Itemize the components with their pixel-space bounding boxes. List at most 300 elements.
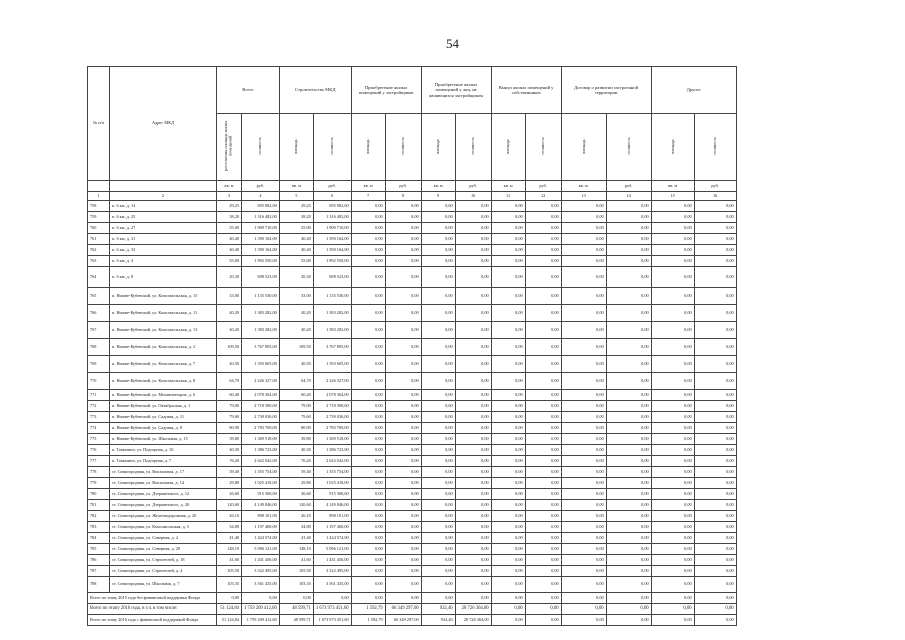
- row-value: 2 622 042,00: [242, 456, 280, 467]
- header-sub-cost: [455, 114, 491, 181]
- row-value: 1 316 482,00: [313, 212, 351, 223]
- row-value: 0,00: [421, 577, 455, 593]
- table-row: [88, 445, 737, 456]
- row-value: 40,50: [217, 356, 242, 373]
- row-value: 0,00: [385, 322, 421, 339]
- row-value: 148,10: [279, 544, 313, 555]
- row-value: 0,00: [651, 401, 694, 412]
- row-value: 0,00: [421, 456, 455, 467]
- row-value: 0,00: [525, 223, 561, 234]
- resettlement-table: [87, 66, 737, 626]
- unit-cell: руб.: [385, 181, 421, 192]
- header-sub-cost: [313, 114, 351, 181]
- row-value: 0,00: [606, 467, 651, 478]
- row-value: 1 025 418,00: [313, 478, 351, 489]
- row-value: 0,00: [351, 223, 385, 234]
- row-value: 698 523,00: [242, 267, 280, 288]
- row-value: 80,90: [279, 423, 313, 434]
- row-value: 0,00: [455, 533, 491, 544]
- row-value: 0,00: [694, 544, 736, 555]
- column-number-cell: 13: [561, 192, 606, 201]
- row-value: 0,00: [561, 478, 606, 489]
- row-address: п. Нижне-Кубенский, ул. Комсомольская, д. 2: [110, 339, 217, 356]
- header-sub-area: [491, 114, 525, 181]
- header-group-other: Другое: [651, 67, 736, 114]
- total-value: 48 599,71: [279, 615, 313, 626]
- row-value: 0,00: [491, 412, 525, 423]
- row-value: 0,00: [351, 489, 385, 500]
- row-value: 0,00: [491, 234, 525, 245]
- row-value: 0,00: [385, 412, 421, 423]
- row-value: 0,00: [606, 445, 651, 456]
- column-number-cell: 7: [351, 192, 385, 201]
- row-value: 0,00: [525, 555, 561, 566]
- total-value: 66 349 297,00: [385, 615, 421, 626]
- row-value: 0,00: [561, 223, 606, 234]
- table-row: [88, 566, 737, 577]
- row-value: 0,00: [651, 544, 694, 555]
- row-number: 777: [88, 456, 110, 467]
- row-value: 1 316 482,00: [242, 212, 280, 223]
- row-value: 0,00: [606, 456, 651, 467]
- header-col-no: № п/п: [88, 67, 110, 181]
- row-value: 0,00: [421, 533, 455, 544]
- table-row: [88, 522, 737, 533]
- row-value: 0,00: [491, 401, 525, 412]
- row-value: 0,00: [525, 234, 561, 245]
- page-number: 54: [446, 36, 459, 51]
- row-value: 41,60: [279, 555, 313, 566]
- row-value: 0,00: [421, 489, 455, 500]
- table-row: [88, 212, 737, 223]
- header-sub-area: [279, 114, 313, 181]
- row-value: 1 390 164,00: [242, 245, 280, 256]
- row-address: п. Нижне-Кубенский, ул. Комсомольская, д. 7: [110, 356, 217, 373]
- row-value: 0,00: [525, 489, 561, 500]
- row-value: 0,00: [491, 434, 525, 445]
- row-value: 0,00: [421, 555, 455, 566]
- row-value: 0,00: [651, 533, 694, 544]
- row-value: 0,00: [606, 390, 651, 401]
- row-value: 0,00: [351, 555, 385, 566]
- row-value: 0,00: [561, 288, 606, 305]
- row-value: 0,00: [491, 322, 525, 339]
- row-value: 0,00: [491, 267, 525, 288]
- row-value: 0,00: [525, 456, 561, 467]
- header-sub-area: [351, 114, 385, 181]
- unit-cell: руб.: [242, 181, 280, 192]
- row-value: 0,00: [694, 267, 736, 288]
- table-row: [88, 412, 737, 423]
- row-value: 1 909 710,00: [242, 223, 280, 234]
- row-value: 105,50: [217, 566, 242, 577]
- row-value: 2 783 769,00: [313, 423, 351, 434]
- row-value: 0,00: [525, 212, 561, 223]
- row-value: 0,00: [455, 467, 491, 478]
- row-value: 0,00: [491, 577, 525, 593]
- row-value: 0,00: [561, 305, 606, 322]
- total-row: [88, 615, 737, 626]
- row-value: 0,00: [455, 522, 491, 533]
- row-value: 0,00: [351, 511, 385, 522]
- row-value: 0,00: [651, 434, 694, 445]
- row-value: 0,00: [651, 522, 694, 533]
- header-sub-area-text: площадь: [580, 138, 586, 154]
- row-value: 0,00: [694, 566, 736, 577]
- row-value: 105,50: [279, 566, 313, 577]
- row-value: 79,60: [217, 412, 242, 423]
- total-value: 28 726 364,00: [455, 604, 491, 615]
- row-number: 763: [88, 256, 110, 267]
- row-value: 0,00: [421, 245, 455, 256]
- row-value: 29,80: [217, 478, 242, 489]
- row-value: 915 306,00: [242, 489, 280, 500]
- header-sub-cost-text: стоимость: [400, 137, 406, 156]
- header-sub-cost-text: стоимость: [540, 137, 546, 156]
- row-value: 1 909 710,00: [313, 223, 351, 234]
- row-value: 0,00: [421, 356, 455, 373]
- table-row: [88, 555, 737, 566]
- header-sub-area-text: площадь: [365, 138, 371, 154]
- row-value: 0,00: [525, 577, 561, 593]
- row-value: 0,00: [651, 489, 694, 500]
- row-value: 0,00: [651, 256, 694, 267]
- row-number: 773: [88, 412, 110, 423]
- row-number: 786: [88, 555, 110, 566]
- row-number: 781: [88, 500, 110, 511]
- row-value: 26,60: [217, 489, 242, 500]
- row-value: 39,80: [279, 434, 313, 445]
- row-value: 3 561 435,00: [313, 577, 351, 593]
- row-value: 0,00: [385, 555, 421, 566]
- total-label: Всего по этапу 2016 года с финансовой поддержкой Фонда: [88, 615, 217, 626]
- row-value: 0,00: [455, 267, 491, 288]
- total-value: 0,00: [694, 615, 736, 626]
- row-value: 20,30: [279, 267, 313, 288]
- row-value: 0,00: [651, 555, 694, 566]
- total-value: 0,00: [385, 593, 421, 604]
- row-value: 0,00: [491, 566, 525, 577]
- row-value: 0,00: [455, 212, 491, 223]
- row-value: 1 383 282,00: [242, 305, 280, 322]
- row-value: 0,00: [351, 467, 385, 478]
- row-value: 2 739 036,00: [313, 412, 351, 423]
- row-value: 1 393 605,00: [242, 356, 280, 373]
- row-number: 775: [88, 434, 110, 445]
- table-row: [88, 401, 737, 412]
- row-value: 38,20: [279, 212, 313, 223]
- total-value: 0,00: [491, 615, 525, 626]
- unit-cell: кв. м: [351, 181, 385, 192]
- row-address: п. Нижне-Кубенский, ул. Октябрьская, д. 1: [110, 401, 217, 412]
- row-value: 0,00: [491, 339, 525, 356]
- row-value: 120,60: [217, 500, 242, 511]
- total-value: 0,00: [694, 593, 736, 604]
- table-row: [88, 234, 737, 245]
- row-value: 80,90: [217, 423, 242, 434]
- column-number-cell: 14: [606, 192, 651, 201]
- row-value: 0,00: [606, 566, 651, 577]
- row-value: 0,00: [351, 566, 385, 577]
- row-address: п. Томилино, ул. Подгорная, д. 10: [110, 445, 217, 456]
- row-value: 0,00: [651, 212, 694, 223]
- units-row: [88, 181, 737, 192]
- row-value: 0,00: [525, 245, 561, 256]
- row-value: 0,00: [651, 500, 694, 511]
- row-value: 5 096 121,00: [242, 544, 280, 555]
- row-value: 0,00: [455, 390, 491, 401]
- row-value: 0,00: [491, 373, 525, 390]
- row-value: 0,00: [606, 267, 651, 288]
- row-value: 0,00: [694, 577, 736, 593]
- row-value: 695 082,00: [313, 201, 351, 212]
- row-value: 0,00: [694, 456, 736, 467]
- row-value: 698 523,00: [313, 267, 351, 288]
- row-value: 34,80: [217, 522, 242, 533]
- row-number: 783: [88, 522, 110, 533]
- row-value: 0,00: [421, 445, 455, 456]
- row-value: 0,00: [561, 234, 606, 245]
- header-sub-cost: [525, 114, 561, 181]
- table-row: [88, 339, 737, 356]
- row-value: 0,00: [525, 373, 561, 390]
- row-value: 2 739 036,00: [242, 412, 280, 423]
- row-value: 0,00: [525, 401, 561, 412]
- total-label: Всего по этапу 2015 года без финансовой поддержки Фонда: [88, 593, 217, 604]
- row-value: 0,00: [606, 234, 651, 245]
- table-row: [88, 288, 737, 305]
- row-value: 0,00: [525, 511, 561, 522]
- row-value: 0,00: [606, 511, 651, 522]
- row-value: 76,20: [279, 456, 313, 467]
- row-number: 767: [88, 322, 110, 339]
- row-value: 33,00: [279, 288, 313, 305]
- row-value: 0,00: [421, 412, 455, 423]
- row-number: 776: [88, 445, 110, 456]
- row-value: 1 892 550,00: [313, 256, 351, 267]
- row-value: 0,00: [606, 245, 651, 256]
- total-value: 0,00: [606, 615, 651, 626]
- table-row: [88, 322, 737, 339]
- row-value: 0,00: [606, 223, 651, 234]
- row-value: 0,00: [561, 500, 606, 511]
- header-group-development-agreement: Договор о развитии застроенной территории: [561, 67, 651, 114]
- row-address: п. Нижне-Кубенский, ул. Комсомольская, д. 11: [110, 305, 217, 322]
- row-value: 0,00: [694, 339, 736, 356]
- row-value: 0,00: [694, 288, 736, 305]
- row-value: 0,00: [651, 445, 694, 456]
- row-value: 0,00: [351, 373, 385, 390]
- header-sub-cost-text: стоимость: [470, 137, 476, 156]
- row-value: 0,00: [561, 212, 606, 223]
- row-value: 0,00: [561, 533, 606, 544]
- total-value: 932,40: [421, 615, 455, 626]
- row-value: 0,00: [694, 500, 736, 511]
- total-value: 66 349 297,00: [385, 604, 421, 615]
- table-row: [88, 373, 737, 390]
- row-value: 0,00: [651, 245, 694, 256]
- row-value: 0,00: [651, 267, 694, 288]
- row-address: ст. Семигородняя, ул. Железнодорожная, д. 20: [110, 511, 217, 522]
- row-value: 0,00: [694, 305, 736, 322]
- row-value: 0,00: [606, 577, 651, 593]
- row-value: 0,00: [694, 467, 736, 478]
- row-value: 0,00: [606, 256, 651, 267]
- total-row: [88, 604, 737, 615]
- row-value: 0,00: [694, 401, 736, 412]
- row-value: 0,00: [421, 256, 455, 267]
- row-value: 1 355 754,00: [313, 467, 351, 478]
- row-value: 0,00: [351, 356, 385, 373]
- unit-cell: руб.: [694, 181, 736, 192]
- row-address: п. 6 км, д. 14: [110, 201, 217, 212]
- row-value: 0,00: [525, 339, 561, 356]
- row-value: 0,00: [651, 373, 694, 390]
- row-value: 0,00: [421, 390, 455, 401]
- row-value: 0,00: [561, 201, 606, 212]
- row-value: 0,00: [694, 478, 736, 489]
- unit-cell-empty: [88, 181, 110, 192]
- row-value: 0,00: [525, 412, 561, 423]
- row-address: ст. Семигородняя, ул. Северная, д. 20: [110, 544, 217, 555]
- table-row: [88, 500, 737, 511]
- row-value: 0,00: [491, 356, 525, 373]
- row-value: 1 386 723,00: [313, 445, 351, 456]
- header-sub-cost: [242, 114, 280, 181]
- row-value: 2 718 390,00: [313, 401, 351, 412]
- row-value: 3 522 495,00: [313, 566, 351, 577]
- column-number-cell: 5: [279, 192, 313, 201]
- table-row: [88, 256, 737, 267]
- row-value: 0,00: [651, 288, 694, 305]
- row-value: 0,00: [606, 305, 651, 322]
- unit-cell-empty: [110, 181, 217, 192]
- row-value: 0,00: [694, 434, 736, 445]
- row-value: 2 622 042,00: [313, 456, 351, 467]
- total-value: 1 673 973 451,60: [313, 604, 351, 615]
- row-value: 0,00: [651, 478, 694, 489]
- row-value: 79,60: [279, 412, 313, 423]
- row-value: 0,00: [606, 423, 651, 434]
- header-sub-cost-text: стоимость: [329, 137, 335, 156]
- table-row: [88, 267, 737, 288]
- row-value: 0,00: [525, 322, 561, 339]
- row-value: 0,00: [385, 256, 421, 267]
- row-value: 3 767 895,00: [242, 339, 280, 356]
- row-value: 0,00: [651, 423, 694, 434]
- row-value: 0,00: [421, 223, 455, 234]
- row-number: 759: [88, 212, 110, 223]
- table-row: [88, 478, 737, 489]
- total-value: 0,00: [651, 615, 694, 626]
- row-address: ст. Семигородняя, ул. Дзержинского, д. 20: [110, 500, 217, 511]
- row-value: 0,00: [491, 489, 525, 500]
- row-value: 0,00: [421, 288, 455, 305]
- row-value: 0,00: [525, 390, 561, 401]
- row-value: 0,00: [455, 322, 491, 339]
- row-value: 1 135 530,00: [242, 288, 280, 305]
- row-address: ст. Семигородняя, ул. Дзержинского, д. 12: [110, 489, 217, 500]
- row-value: 0,00: [455, 256, 491, 267]
- row-value: 5 096 121,00: [313, 544, 351, 555]
- row-value: 40,20: [279, 305, 313, 322]
- row-value: 1 383 282,00: [242, 322, 280, 339]
- row-value: 0,00: [385, 212, 421, 223]
- row-value: 0,00: [525, 256, 561, 267]
- row-value: 0,00: [351, 305, 385, 322]
- row-value: 0,00: [561, 412, 606, 423]
- total-value: 1 759 209 412,60: [242, 615, 280, 626]
- row-value: 0,00: [421, 201, 455, 212]
- row-value: 0,00: [606, 500, 651, 511]
- column-number-cell: 12: [525, 192, 561, 201]
- row-value: 0,00: [421, 478, 455, 489]
- table-body: [88, 201, 737, 626]
- row-value: 1 424 574,00: [313, 533, 351, 544]
- row-value: 29,25: [279, 201, 313, 212]
- row-number: 762: [88, 245, 110, 256]
- row-value: 0,00: [385, 267, 421, 288]
- column-number-cell: 16: [694, 192, 736, 201]
- row-value: 0,00: [606, 356, 651, 373]
- row-number: 765: [88, 288, 110, 305]
- row-value: 0,00: [525, 305, 561, 322]
- row-value: 0,00: [455, 511, 491, 522]
- row-value: 915 306,00: [313, 489, 351, 500]
- header-sub-cost-text: стоимость: [625, 137, 631, 156]
- header-group-total: Всего: [217, 67, 280, 114]
- row-value: 0,00: [351, 390, 385, 401]
- table-row: [88, 390, 737, 401]
- unit-cell: кв. м.: [561, 181, 606, 192]
- row-number: 780: [88, 489, 110, 500]
- row-address: п. 6 км, д. 31: [110, 234, 217, 245]
- row-address: п. Нижне-Кубенский, ул. Садовая, д. 11: [110, 412, 217, 423]
- row-value: 0,00: [455, 245, 491, 256]
- row-number: 764: [88, 267, 110, 288]
- row-value: 0,00: [561, 267, 606, 288]
- row-value: 0,00: [651, 577, 694, 593]
- row-value: 0,00: [385, 223, 421, 234]
- row-number: 768: [88, 339, 110, 356]
- row-value: 0,00: [561, 489, 606, 500]
- row-value: 0,00: [455, 423, 491, 434]
- row-value: 0,00: [561, 566, 606, 577]
- row-value: 1 383 282,00: [313, 305, 351, 322]
- row-number: 788: [88, 577, 110, 593]
- total-value: 0,00: [217, 593, 242, 604]
- table-row: [88, 223, 737, 234]
- header-sub-area: [421, 114, 455, 181]
- row-value: 0,00: [525, 356, 561, 373]
- row-value: 0,00: [651, 412, 694, 423]
- row-address: п. Нижне-Кубенский, ул. Комсомольская, д. 13: [110, 322, 217, 339]
- row-value: 0,00: [351, 445, 385, 456]
- row-value: 64,70: [279, 373, 313, 390]
- row-value: 0,00: [561, 373, 606, 390]
- row-value: 0,00: [455, 339, 491, 356]
- row-number: 760: [88, 223, 110, 234]
- row-value: 2 078 364,00: [313, 390, 351, 401]
- row-value: 0,00: [385, 533, 421, 544]
- row-value: 60,40: [217, 390, 242, 401]
- header-sub-cost-text: стоимость: [712, 137, 718, 156]
- row-value: 0,00: [421, 401, 455, 412]
- total-value: 51 124,84: [217, 615, 242, 626]
- row-value: 0,00: [525, 423, 561, 434]
- row-value: 0,00: [606, 401, 651, 412]
- row-value: 0,00: [694, 356, 736, 373]
